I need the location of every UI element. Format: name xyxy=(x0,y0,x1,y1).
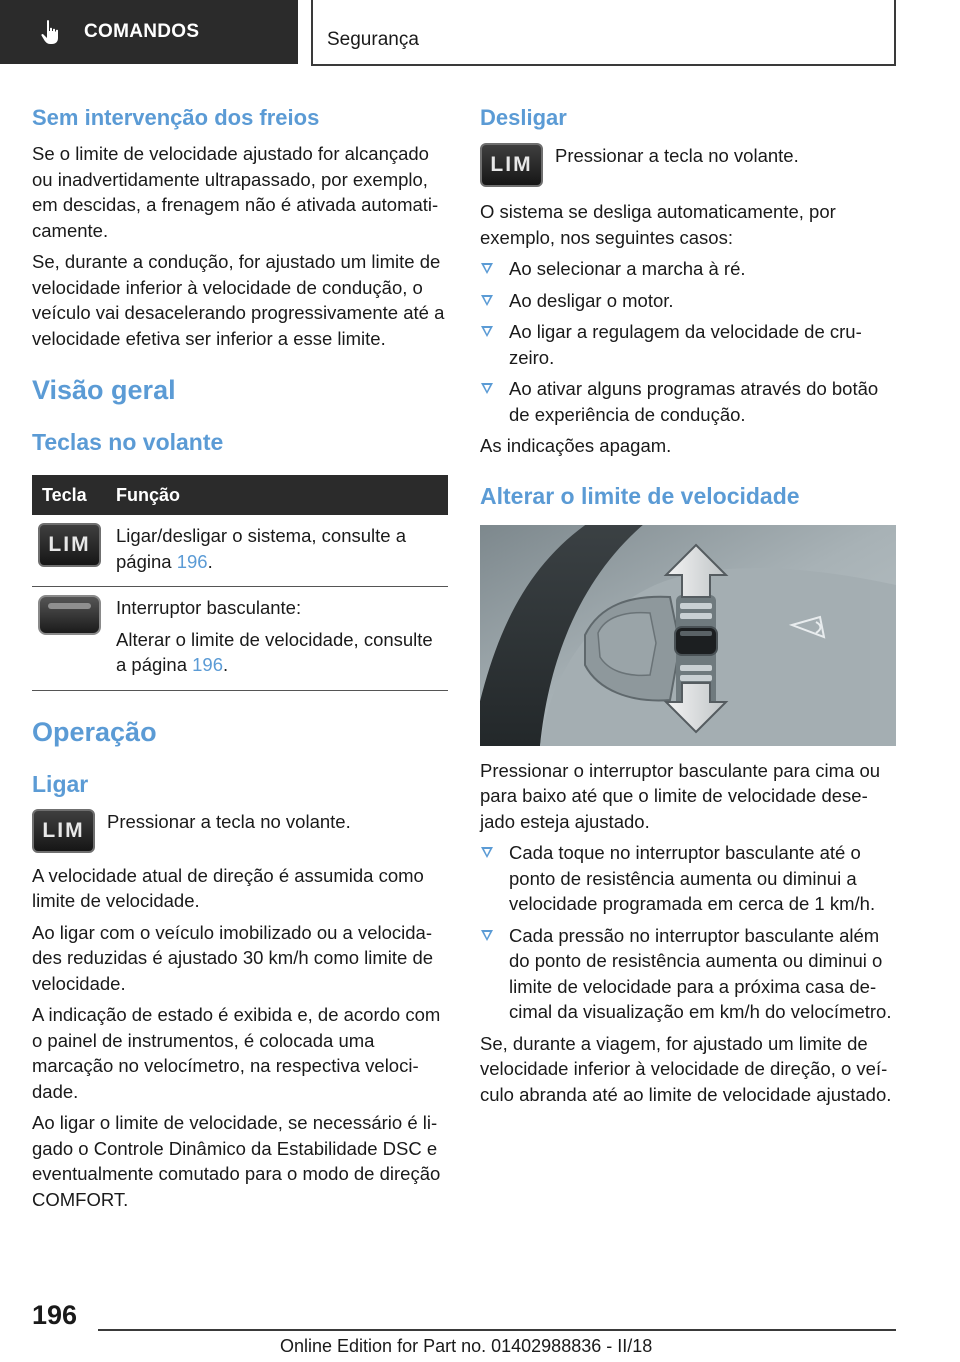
section-title: Segurança xyxy=(327,29,419,50)
steering-wheel-illustration xyxy=(480,525,896,746)
bullet-triangle-icon xyxy=(481,930,493,941)
row2-text: Alterar o limite de velocidade, consulte a página xyxy=(116,628,433,675)
overview-heading: Visão geral xyxy=(32,375,176,405)
on-icon-text: Pressionar a tecla no volante. xyxy=(107,810,351,832)
table-row: LIM Ligar/desligar o sistema, consulte a página 196. xyxy=(32,515,448,587)
list-item: Ao ligar a regulagem da velocidade de cruzeiro. xyxy=(480,319,896,370)
keys-heading: Teclas no volante xyxy=(32,429,224,455)
row1-text: Ligar/desligar o sistema, consulte a página xyxy=(116,525,406,572)
chapter-title: COMANDOS xyxy=(84,21,200,42)
on-paragraph-4: Ao ligar o limite de velocidade, se necessário é ligado o Controle Dinâmico da Estabilidade DSC e eventualmente comutado para o modo de direção COMFORT. xyxy=(32,1112,441,1210)
steering-wheel-photo xyxy=(480,525,896,746)
rocker-switch-icon xyxy=(38,595,101,635)
change-limit-heading: Alterar o limite de velocidade xyxy=(480,482,800,509)
right-column xyxy=(480,100,896,1113)
off-instruction xyxy=(480,143,896,187)
table-header-row xyxy=(32,475,448,515)
section-tab xyxy=(311,0,896,66)
change-bullet-list xyxy=(480,840,896,1025)
list-item: Cada pressão no interruptor basculante além do ponto de resistência aumenta ou diminui o limite de velocidade para a próxima casa decimal da visualização em km/h do velocímetro. xyxy=(480,923,896,1025)
off-paragraph-2: As indicações apagam. xyxy=(480,435,672,456)
operation-heading: Operação xyxy=(32,716,157,747)
list-item: Ao desligar o motor. xyxy=(480,288,896,314)
bullet-triangle-icon xyxy=(481,326,493,337)
page-link-196[interactable]: 196 xyxy=(176,550,208,572)
lim-button-icon: LIM xyxy=(38,523,101,567)
table-header-function: Função xyxy=(116,475,448,515)
on-paragraph-1: A velocidade atual de direção é assumida como limite de velocidade. xyxy=(32,864,424,911)
brakes-paragraph-1: Se o limite de velocidade ajustado for alcançado ou inadvertidamente ultrapassado, por exemplo, em descidas, a frenagem não é ativada automaticamente. xyxy=(32,143,439,241)
brakes-heading: Sem intervenção dos freios xyxy=(32,105,320,130)
brakes-paragraph-2: Se, durante a condução, for ajustado um limite de velocidade inferior à velocidade de condução, o veículo vai desacelerando progressivamente até a velocidade efetiva ser inferior a esse limite. xyxy=(32,251,445,349)
row2-line1: Interruptor basculante: xyxy=(116,597,302,618)
bullet-triangle-icon xyxy=(481,295,493,306)
off-paragraph-1: O sistema se desliga automaticamente, por exemplo, nos seguintes casos: xyxy=(480,201,836,248)
keys-table xyxy=(32,475,448,691)
left-column xyxy=(32,100,448,1218)
on-heading: Ligar xyxy=(32,770,89,797)
change-paragraph-2: Se, durante a viagem, for ajustado um limite de velocidade inferior à velocidade de direção, o veículo abranda até ao limite de velocidade ajustado. xyxy=(480,1032,892,1105)
list-item: Cada toque no interruptor basculante até o ponto de resistência aumenta ou diminui a velocidade programada em cerca de 1 km/h. xyxy=(480,840,896,917)
off-icon-text: Pressionar a tecla no volante. xyxy=(555,145,799,166)
on-paragraph-3: A indicação de estado é exibida e, de acordo com o painel de instrumentos, é colocada uma marcação no velocímetro, na respectiva velocidade. xyxy=(32,1004,441,1102)
change-paragraph-1: Pressionar o interruptor basculante para cima ou para baixo até que o limite de velocidade desejado esteja ajustado. xyxy=(480,759,881,832)
chapter-tab xyxy=(0,0,298,64)
edition-note: Online Edition for Part no. 01402988836 - II/18 xyxy=(280,1336,653,1356)
page-number: 196 xyxy=(32,1300,78,1330)
table-header-key: Tecla xyxy=(32,475,116,515)
footer-divider xyxy=(98,1329,896,1331)
hand-pointer-icon xyxy=(40,19,62,45)
list-item: Ao selecionar a marcha à ré. xyxy=(480,256,896,282)
off-heading: Desligar xyxy=(480,105,567,130)
on-instruction xyxy=(32,809,448,853)
lim-button-icon: LIM xyxy=(32,809,95,853)
table-row: Interruptor basculante: Alterar o limite de velocidade, consulte a página 196. xyxy=(32,587,448,691)
off-bullet-list xyxy=(480,256,896,427)
bullet-triangle-icon xyxy=(481,263,493,274)
list-item: Ao ativar alguns programas através do botão de experiência de condução. xyxy=(480,376,896,427)
on-paragraph-2: Ao ligar com o veículo imobilizado ou a velocidades reduzidas é ajustado 30 km/h como limite de velocidade. xyxy=(32,921,434,994)
page-link-196[interactable]: 196 xyxy=(192,654,223,675)
bullet-triangle-icon xyxy=(481,383,493,394)
lim-button-icon: LIM xyxy=(480,143,543,187)
bullet-triangle-icon xyxy=(481,847,493,858)
